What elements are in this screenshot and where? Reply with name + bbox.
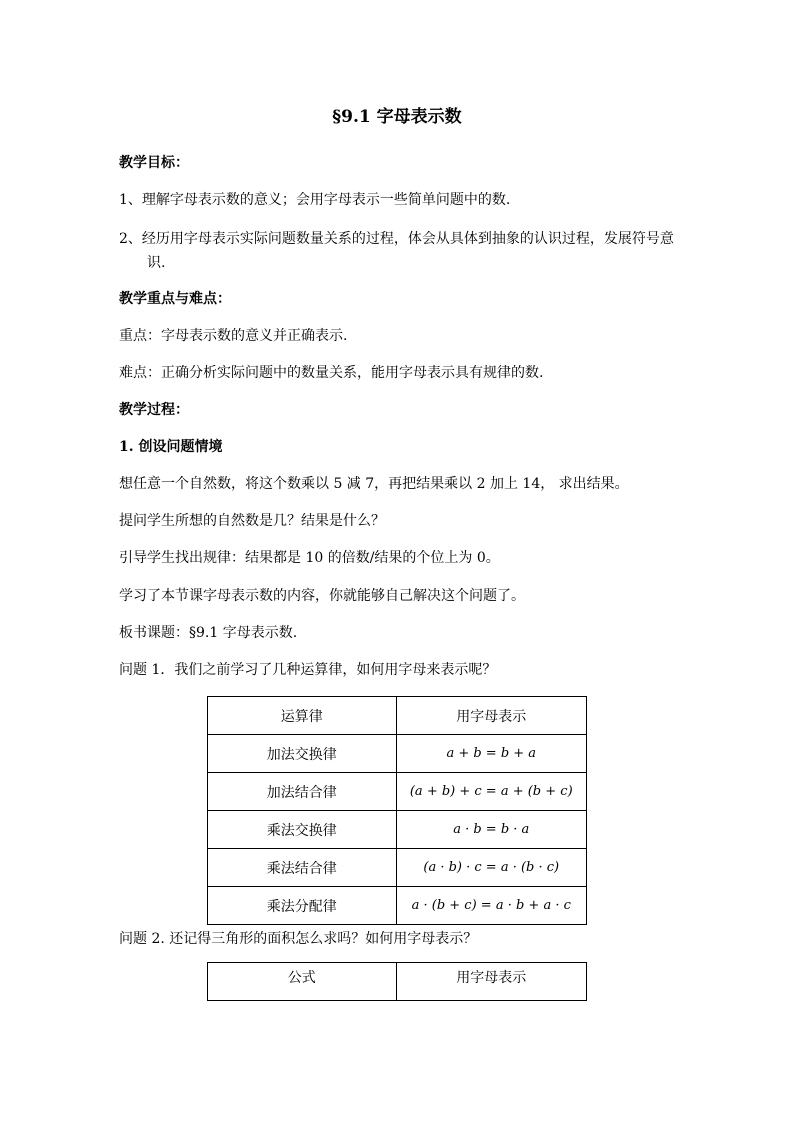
table-header-row <box>208 697 587 735</box>
table-row <box>208 773 587 811</box>
table-header-cell: 运算律 <box>208 697 397 735</box>
formula-cell: (a · b) · c = a · (b · c) <box>396 849 587 887</box>
formula-cell: (a + b) + c = a + (b + c) <box>396 773 587 811</box>
page-title: §9.1 字母表示数 <box>332 107 462 127</box>
paragraph-3: 引导学生找出规律：结果都是 10 的倍数/结果的个位上为 0。 <box>119 550 500 566</box>
paragraph-1: 想任意一个自然数，将这个数乘以 5 减 7，再把结果乘以 2 加上 14， 求出结果。 <box>119 476 629 492</box>
key-point: 重点：字母表示数的意义并正确表示. <box>119 328 348 344</box>
goal-2-line-2: 识. <box>147 255 166 271</box>
table-header-cell: 用字母表示 <box>396 697 587 735</box>
law-name-cell: 乘法交换律 <box>208 811 397 849</box>
step-1-heading: 1. 创设问题情境 <box>119 439 223 455</box>
goals-heading: 教学目标： <box>119 155 189 171</box>
table-header-cell: 用字母表示 <box>396 963 587 1001</box>
table-header-cell: 公式 <box>208 963 397 1001</box>
goal-2-line-1: 2、经历用字母表示实际问题数量关系的过程，体会从具体到抽象的认识过程，发展符号意 <box>119 231 674 247</box>
table-row <box>208 849 587 887</box>
law-name-cell: 加法结合律 <box>208 773 397 811</box>
paragraph-5: 板书课题：§9.1 字母表示数. <box>119 625 298 641</box>
formula-cell: a · (b + c) = a · b + a · c <box>396 887 587 925</box>
table-row <box>208 735 587 773</box>
table-row <box>208 887 587 925</box>
paragraph-4: 学习了本节课字母表示数的内容，你就能够自己解决这个问题了。 <box>119 588 525 604</box>
question-2: 问题 2. 还记得三角形的面积怎么求吗？如何用字母表示？ <box>119 931 478 947</box>
formula-cell: a + b = b + a <box>396 735 587 773</box>
process-heading: 教学过程： <box>119 402 189 418</box>
law-name-cell: 加法交换律 <box>208 735 397 773</box>
question-1: 问题 1．我们之前学习了几种运算律，如何用字母来表示呢？ <box>119 662 497 678</box>
law-name-cell: 乘法结合律 <box>208 849 397 887</box>
keypoints-heading: 教学重点与难点： <box>119 291 231 307</box>
goal-1: 1、理解字母表示数的意义；会用字母表示一些简单问题中的数. <box>119 192 511 208</box>
difficult-point: 难点：正确分析实际问题中的数量关系，能用字母表示具有规律的数. <box>119 365 544 381</box>
table-header-row <box>208 963 587 1001</box>
formula-cell: a · b = b · a <box>396 811 587 849</box>
paragraph-2: 提问学生所想的自然数是几？结果是什么？ <box>119 513 385 529</box>
law-name-cell: 乘法分配律 <box>208 887 397 925</box>
table-row <box>208 811 587 849</box>
operation-laws-table <box>207 696 587 925</box>
triangle-area-table <box>207 962 587 1001</box>
